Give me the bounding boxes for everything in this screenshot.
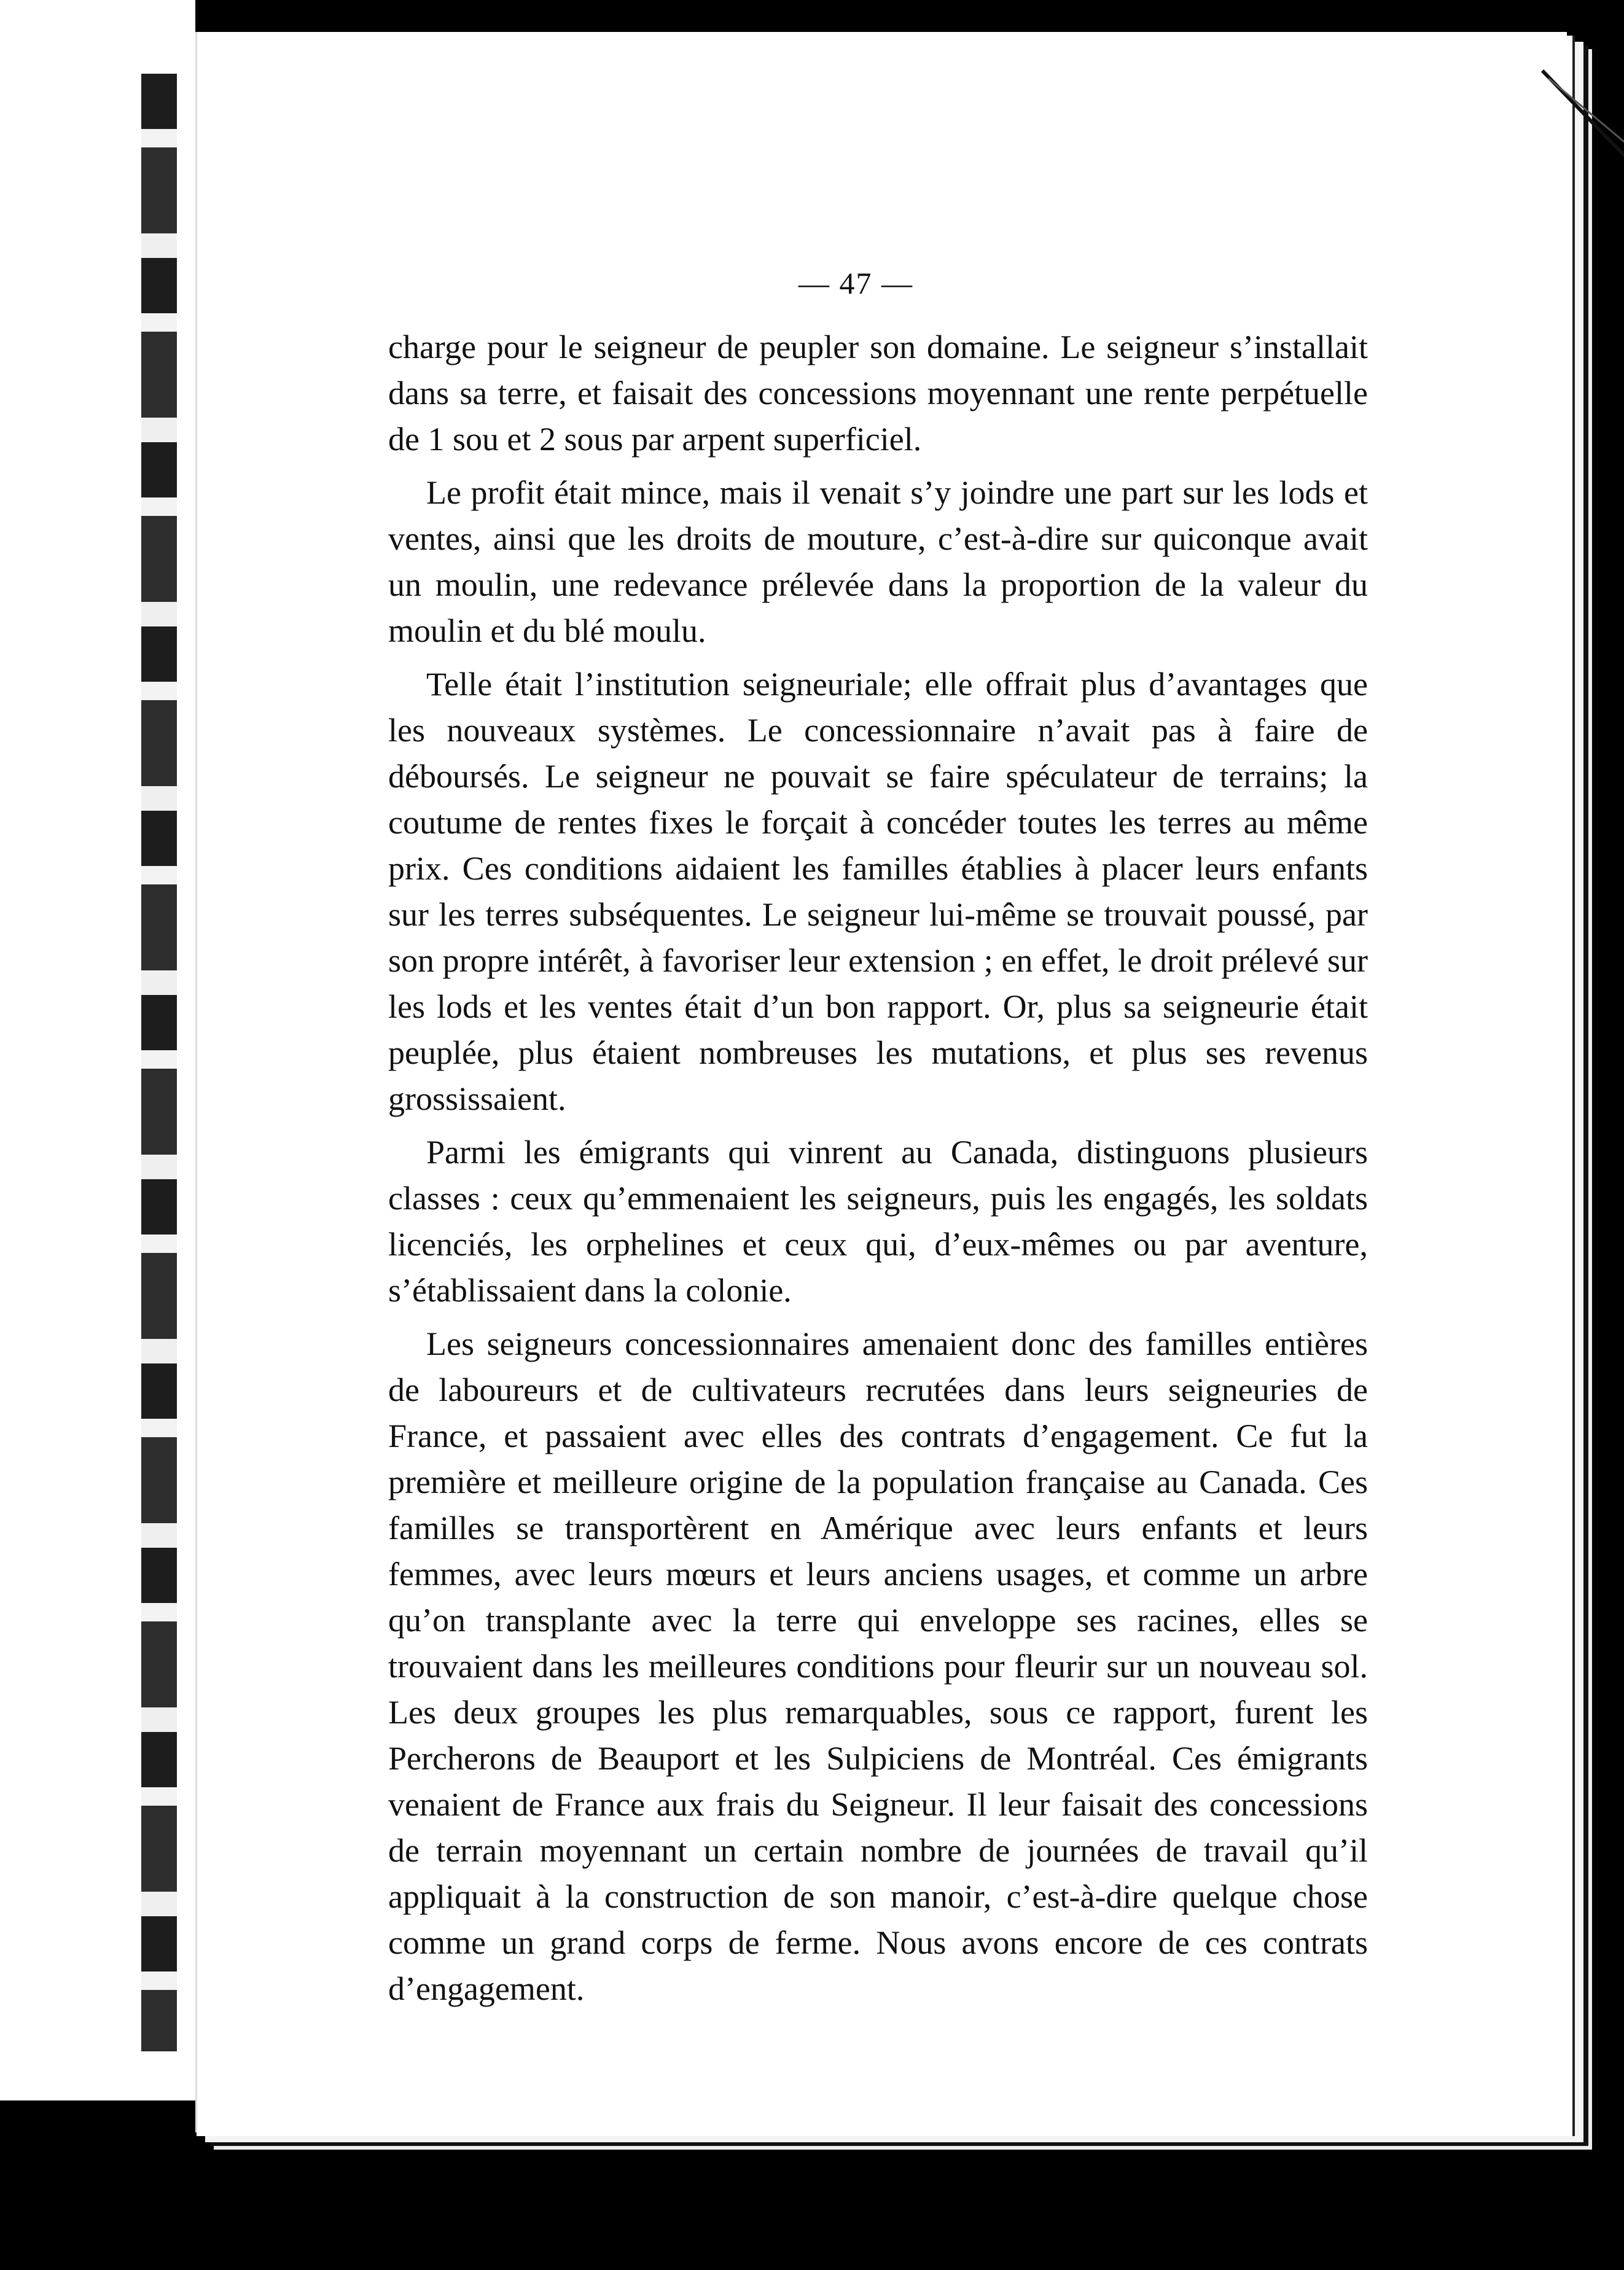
paragraph: Telle était l’institution seigneuriale; elle offrait plus d’avantages que les nouveaux systèmes. Le concessionnaire n’avait pas à faire de déboursés. Le seigneur ne pouvait se faire spéculateur de terrains; la coutume de rentes fixes le forçait à concéder toutes les terres au même prix. Ces conditions aidaient les familles établies à placer leurs enfants sur les terres subséquentes. Le seigneur lui-même se trouvait poussé, par son propre intérêt, à favoriser leur extension ; en effet, le droit prélevé sur les lods et les ventes était d’un bon rapport. Or, plus sa seigneurie était peuplée, plus étaient nombreuses les mutations, et plus ses revenus grossissaient. (388, 666, 1368, 1117)
body-text (388, 324, 1368, 2019)
paragraph-continuation: charge pour le seigneur de peupler son domaine. Le seigneur s’installait dans sa terre, et faisait des concessions moyennant une rente perpétuelle de 1 sou et 2 sous par arpent superficiel. (388, 329, 1368, 458)
paragraph: Le profit était mince, mais il venait s’y joindre une part sur les lods et ventes, ainsi que les droits de mouture, c’est-à-dire sur quiconque avait un moulin, une redevance prélevée dans la proportion de la valeur du moulin et du blé moulu. (388, 474, 1368, 649)
page-number: — 47 — (798, 266, 913, 300)
book-spine-shadow (141, 74, 177, 2051)
paragraph: Les seigneurs concessionnaires amenaient donc des familles entières de laboureurs et de cultivateurs recrutées dans leurs seigneuries de France, et passaient avec elles des contrats d’engagement. Ce fut la première et meilleure origine de la population française au Canada. Ces familles se transportèrent en Amérique avec leurs enfants et leurs femmes, avec leurs mœurs et leurs anciens usages, et comme un arbre qu’on transplante avec la terre qui enveloppe ses racines, elles se trouvaient dans les meilleures conditions pour fleurir sur un nouveau sol. Les deux groupes les plus remarquables, sous ce rapport, furent les Percherons de Beauport et les Sulpiciens de Montréal. Ces émigrants venaient de France aux frais du Seigneur. Il leur faisait des concessions de terrain moyennant un certain nombre de journées de travail qu’il appliquait à la construction de son manoir, c’est-à-dire quelque chose comme un grand corps de ferme. Nous avons encore de ces contrats d’engagement. (388, 1325, 1368, 2007)
folded-corner-crease-secondary (1548, 77, 1624, 181)
paragraph: Parmi les émigrants qui vinrent au Canada, distinguons plusieurs classes : ceux qu’emmenaient les seigneurs, puis les engagés, les soldats licenciés, les orphelines et ceux qui, d’eux-mêmes ou par aventure, s’établissaient dans la colonie. (388, 1134, 1368, 1309)
folded-corner-crease (1541, 69, 1624, 213)
